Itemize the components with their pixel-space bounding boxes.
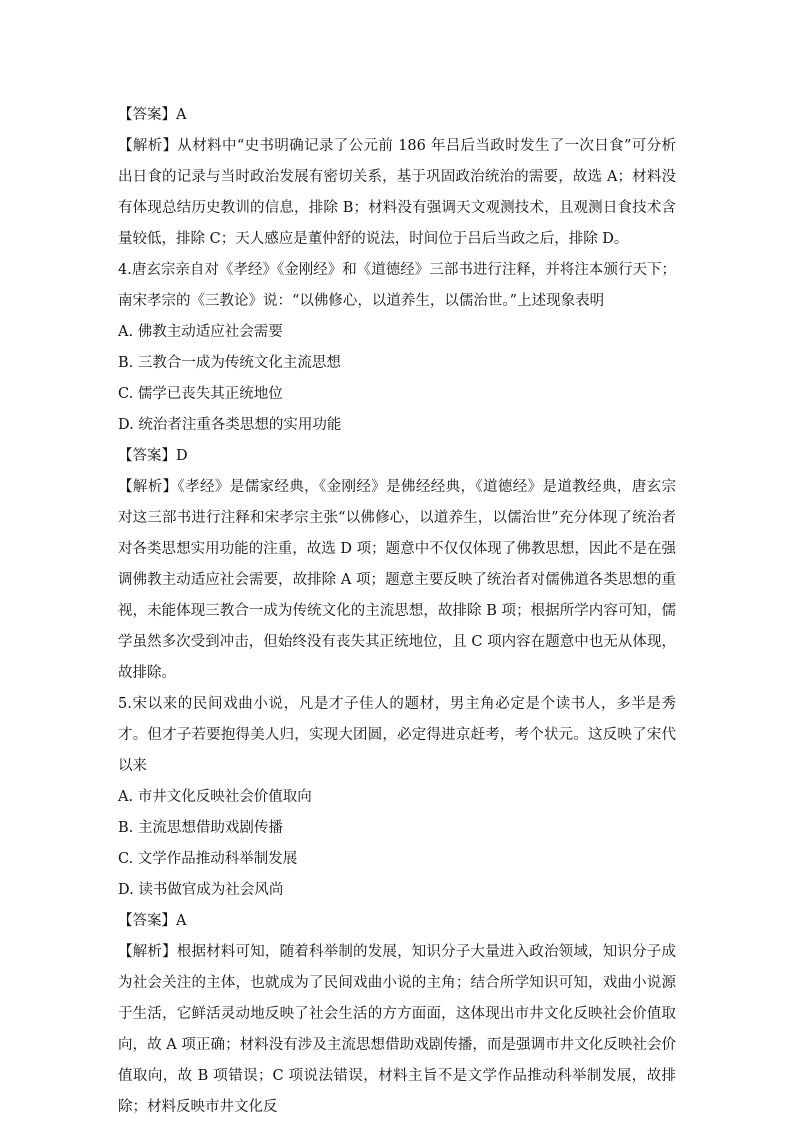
answer-line: 【答案】A (118, 913, 187, 929)
analysis-paragraph: 【解析】从材料中“史书明确记录了公元前 186 年吕后当政时发生了一次日食”可分析出日食的记录与当时政治发展有密切关系，基于巩固政治统治的需要，故选 A；材料没有体现总结历史教训的信息，排除 B；材料没有强调天文观测技术，且观测日食技术含量较低，排除 C；天人感应是董仲舒的说法，时间位于吕后当政之后，排除 D。 (118, 138, 676, 247)
question-4-option-d: D. 统治者注重各类思想的实用功能 (118, 417, 342, 433)
analysis-paragraph: 【解析】根据材料可知，随着科举制的发展，知识分子大量进入政治领域，知识分子成为社会关注的主体，也就成为了民间戏曲小说的主角；结合所学知识可知，戏曲小说源于生活，它鲜活灵动地反映了社会生活的方方面面，这体现出市井文化反映社会价值取向，故 A 项正确；材料没有涉及主流思想借助戏剧传播，而是强调市井文化反映社会价值取向，故 B 项错误；C 项说法错误，材料主旨不是文学作品推动科举制发展，故排除；材料反映市井文化反 (118, 944, 676, 1115)
question-5-option-b: B. 主流思想借助戏剧传播 (118, 820, 283, 836)
document-page (118, 100, 676, 1123)
question-5-stem: 5.宋以来的民间戏曲小说，凡是才子佳人的题材，男主角必定是个读书人，多半是秀才。但才子若要抱得美人归，实现大团圆，必定得进京赶考，考个状元。这反映了宋代以来 (118, 696, 676, 774)
question-5-option-c: C. 文学作品推动科举制发展 (118, 851, 298, 867)
question-5-option-a: A. 市井文化反映社会价值取向 (118, 789, 312, 805)
question-4-option-c: C. 儒学已丧失其正统地位 (118, 386, 283, 402)
question-4-stem: 4.唐玄宗亲自对《孝经》《金刚经》和《道德经》三部书进行注释，并将注本颁行天下；南宋孝宗的《三教论》说：“以佛修心，以道养生，以儒治世。”上述现象表明 (118, 262, 676, 309)
answer-line: 【答案】D (118, 448, 188, 464)
question-5-option-d: D. 读书做官成为社会风尚 (118, 882, 284, 898)
answer-line: 【答案】A (118, 107, 187, 123)
question-4-option-a: A. 佛教主动适应社会需要 (118, 324, 283, 340)
question-4-option-b: B. 三教合一成为传统文化主流思想 (118, 355, 341, 371)
analysis-paragraph: 【解析】《孝经》是儒家经典，《金刚经》是佛经经典，《道德经》是道教经典，唐玄宗对这三部书进行注释和宋孝宗主张“以佛修心，以道养生，以儒治世”充分体现了统治者对各类思想实用功能的注重，故选 D 项；题意中不仅仅体现了佛教思想，因此不是在强调佛教主动适应社会需要，故排除 A 项；题意主要反映了统治者对儒佛道各类思想的重视，未能体现三教合一成为传统文化的主流思想，故排除 B 项；根据所学内容可知，儒学虽然多次受到冲击，但始终没有丧失其正统地位，且 C 项内容在题意中也无从体现，故排除。 (118, 479, 676, 681)
